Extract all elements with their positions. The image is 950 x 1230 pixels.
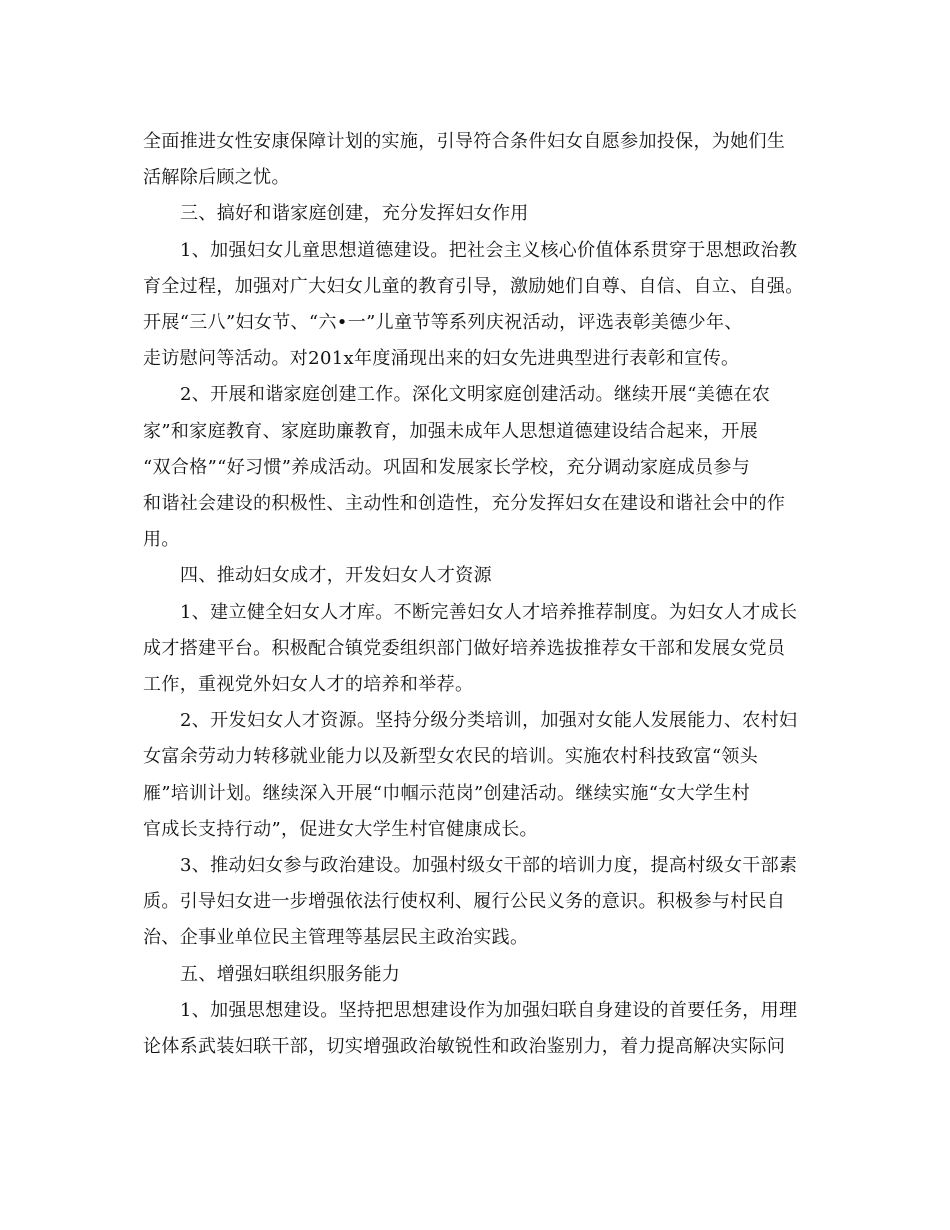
text-line: “双合格”“好习惯”养成活动。巩固和发展家长学校，充分调动家庭成员参与 (143, 456, 751, 478)
text-line: 五、增强妇联组织服务能力 (180, 963, 401, 985)
text-line: 1、建立健全妇女人才库。不断完善妇女人才培养推荐制度。为妇女人才成长 (180, 601, 798, 623)
body-paragraph (143, 233, 813, 378)
body-paragraph (143, 377, 813, 558)
text-line: 用。 (143, 529, 180, 551)
text-line: 走访慰问等活动。对201x年度涌现出来的妇女先进典型进行表彰和宣传。 (143, 348, 740, 370)
text-line: 工作，重视党外妇女人才的培养和举荐。 (143, 674, 474, 696)
text-line: 成才搭建平台。积极配合镇党委组织部门做好培养选拔推荐女干部和发展女党员 (143, 637, 786, 659)
section-heading (143, 558, 813, 594)
text-line: 育全过程，加强对广大妇女儿童的教育引导，激励她们自尊、自信、自立、自强。 (143, 275, 804, 297)
section-heading (143, 196, 813, 232)
text-line: 官成长支持行动”，促进女大学生村官健康成长。 (143, 818, 538, 840)
text-line: 和谐社会建设的积极性、主动性和创造性，充分发挥妇女在建设和谐社会中的作 (143, 493, 786, 515)
text-line: 1、加强思想建设。坚持把思想建设作为加强妇联自身建设的首要任务，用理 (180, 999, 798, 1021)
text-line: 2、开展和谐家庭创建工作。深化文明家庭创建活动。继续开展“美德在农 (180, 384, 771, 406)
text-line: 全面推进女性安康保障计划的实施，引导符合条件妇女自愿参加投保，为她们生 (143, 131, 786, 152)
text-line: 三、搞好和谐家庭创建，充分发挥妇女作用 (180, 203, 529, 225)
text-line: 论体系武装妇联干部，切实增强政治敏锐性和政治鉴别力，着力提高解决实际问 (143, 1036, 786, 1058)
text-line: 开展“三八”妇女节、“六•一”儿童节等系列庆祝活动，评选表彰美德少年、 (143, 312, 743, 334)
text-line: 2、开发妇女人才资源。坚持分级分类培训，加强对女能人发展能力、农村妇 (180, 710, 798, 732)
body-paragraph (143, 703, 813, 848)
body-paragraph (143, 124, 813, 196)
text-line: 雁”培训计划。继续深入开展“巾帼示范岗”创建活动。继续实施“女大学生村 (143, 782, 751, 804)
text-line: 女富余劳动力转移就业能力以及新型女农民的培训。实施农村科技致富“领头 (143, 746, 759, 768)
text-line: 治、企事业单位民主管理等基层民主政治实践。 (143, 927, 529, 949)
body-paragraph (143, 595, 813, 704)
body-paragraph (143, 848, 813, 957)
text-line: 3、推动妇女参与政治建设。加强村级女干部的培训力度，提高村级女干部素 (180, 855, 798, 877)
text-line: 四、推动妇女成才，开发妇女人才资源 (180, 565, 492, 587)
text-line: 活解除后顾之忧。 (143, 167, 290, 189)
body-paragraph (143, 993, 813, 1065)
text-line: 家”和家庭教育、家庭助廉教育，加强未成年人思想道德建设结合起来，开展 (143, 420, 759, 442)
text-line: 1、加强妇女儿童思想道德建设。把社会主义核心价值体系贯穿于思想政治教 (180, 239, 798, 261)
document-body (143, 124, 813, 1065)
section-heading (143, 957, 813, 993)
text-line: 质。引导妇女进一步增强依法行使权利、履行公民义务的意识。积极参与村民自 (143, 891, 786, 913)
